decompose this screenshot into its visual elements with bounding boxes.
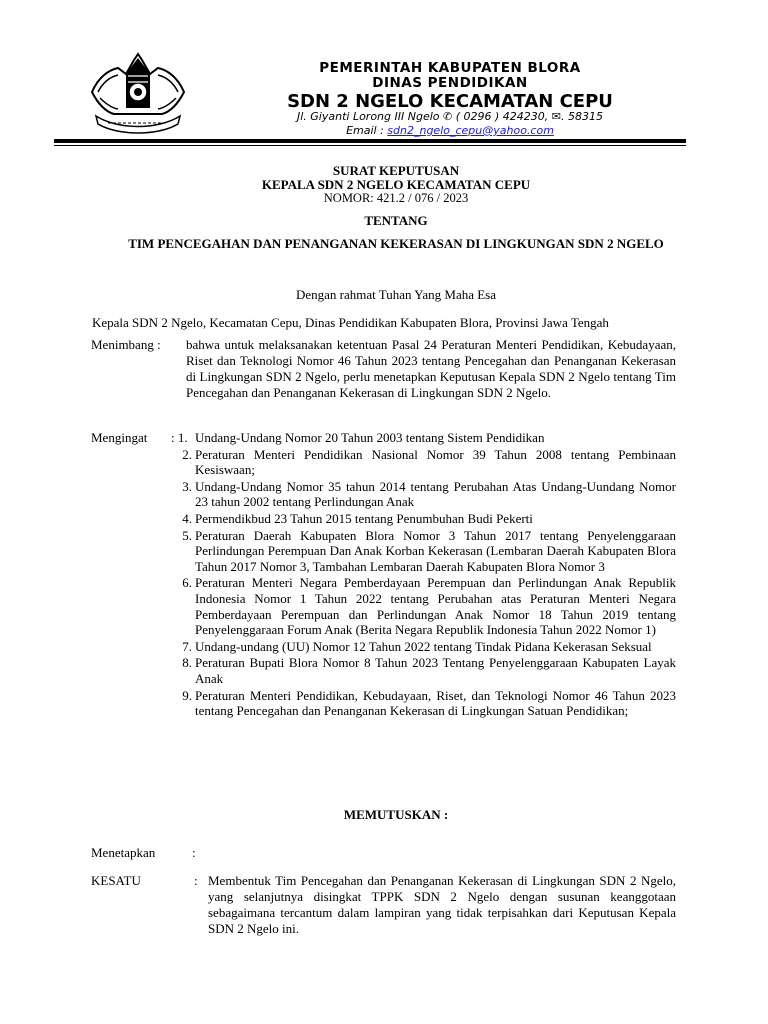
decree-subject: TIM PENCEGAHAN DAN PENANGANAN KEKERASAN DI LINGKUNGAN SDN 2 NGELO [128,236,664,251]
menimbang-text: bahwa untuk melaksanakan ketentuan Pasal 24 Peraturan Menteri Pendidikan, Kebudayaan, Riset dan Teknologi Nomor 46 Tahun 2023 tentang Pencegahan dan Penanganan Kekerasan di Lingkungan SDN 2 Ngelo, perlu menetapkan Keputusan Kepala SDN 2 Ngelo tentang Tim Pencegahan dan Penanganan Kekerasan di Lingkungan SDN 2 Ngelo. [186,337,676,400]
decree-issuer: KEPALA SDN 2 NGELO KECAMATAN CEPU [261,177,531,192]
decree-title: SURAT KEPUTUSAN [332,163,460,178]
list-item: 6. Peraturan Menteri Negara Pemberdayaan Perempuan dan Perlindungan Anak Republik Indonesia Nomor 1 Tahun 2022 tentang Perubahan atas Peraturan Menteri Negara Pemberdayaan Perempuan dan Perlindungan Anak Nomor 18 Tahun 2019 tentang Penyelenggaraan Forum Anak (Berita Negara Republik Indonesia Tahun 2022 Nomor 1) [182,575,676,638]
letterhead-divider-thin [54,145,686,146]
decree-blessing: Dengan rahmat Tuhan Yang Maha Esa [295,287,497,302]
memutuskan-heading: MEMUTUSKAN : [343,807,449,822]
mengingat-label: Mengingat [91,430,148,445]
list-item: 5. Peraturan Daerah Kabupaten Blora Nomor 3 Tahun 2017 tentang Penyelenggaraan Perlindungan Perempuan Dan Anak Korban Kekerasan (Lembaran Daerah Kabupaten Blora Tahun 2017 Nomor 3, Tambahan Lembaran Daerah Kabupaten Blora Nomor 3 [182,527,676,574]
letterhead-postal: 58315 [568,110,604,123]
letterhead-address: Jl. Giyanti Lorong III Ngelo [296,110,440,123]
menetapkan-label: Menetapkan [91,845,156,860]
letterhead-agency: DINAS PENDIDIKAN [372,75,528,91]
letterhead-divider-thick [54,139,686,143]
list-item: 4. Permendikbud 23 Tahun 2015 tentang Penumbuhan Budi Pekerti [182,510,533,526]
list-item: 8. Peraturan Bupati Blora Nomor 8 Tahun 2023 Tentang Penyelenggaraan Kabupaten Layak Anak [182,655,676,686]
letterhead-government: PEMERINTAH KABUPATEN BLORA [319,60,581,76]
list-item: 9. Peraturan Menteri Pendidikan, Kebudayaan, Riset, dan Teknologi Nomor 46 Tahun 2023 tentang Pencegahan dan Penanganan Kekerasan di Lingkungan Satuan Pendidikan; [182,687,676,719]
list-item: 3. Undang-Undang Nomor 35 tahun 2014 tentang Perubahan Atas Undang-Uundang Nomor 23 tahun 2002 tentang Perlindungan Anak [182,478,676,510]
regency-emblem-icon [88,52,188,136]
letterhead-phone: ( 0296 ) 424230, [455,110,549,123]
decree-about: TENTANG [364,213,428,228]
list-item: 2. Peraturan Menteri Pendidikan Nasional Nomor 39 Tahun 2008 tentang Pembinaan Kesiswaan; [182,446,676,478]
letterhead-email-line [200,124,700,137]
letterhead-school-name: SDN 2 NGELO KECAMATAN CEPU [287,91,613,112]
menimbang-label: Menimbang : [91,337,161,352]
decree-number: NOMOR: 421.2 / 076 / 2023 [323,191,469,205]
menetapkan-colon: : [192,845,196,860]
decree-intro: Kepala SDN 2 Ngelo, Kecamatan Cepu, Dinas Pendidikan Kabupaten Blora, Provinsi Jawa Tengah [92,315,609,330]
list-item: : 1. Undang-Undang Nomor 20 Tahun 2003 tentang Sistem Pendidikan [171,430,545,445]
email-link[interactable]: sdn2_ngelo_cepu@yahoo.com [387,124,554,137]
envelope-icon: ✉. [551,110,565,123]
list-item: 7. Undang-undang (UU) Nomor 12 Tahun 2022 tentang Tindak Pidana Kekerasan Seksual [182,638,652,654]
mengingat-list [171,430,676,720]
kesatu-label: KESATU [91,873,141,888]
email-label: Email : [346,124,384,137]
letterhead-address-line [200,110,700,123]
kesatu-colon: : [194,873,198,888]
phone-icon: ✆ [443,110,453,123]
kesatu-text: Membentuk Tim Pencegahan dan Penanganan Kekerasan di Lingkungan SDN 2 Ngelo, yang selanjutnya disingkat TPPK SDN 2 Ngelo dengan susunan keanggotaan sebagaimana tercantum dalam lampiran yang tidak terpisahkan dari Keputusan Kepala SDN 2 Ngelo ini. [208,873,676,936]
